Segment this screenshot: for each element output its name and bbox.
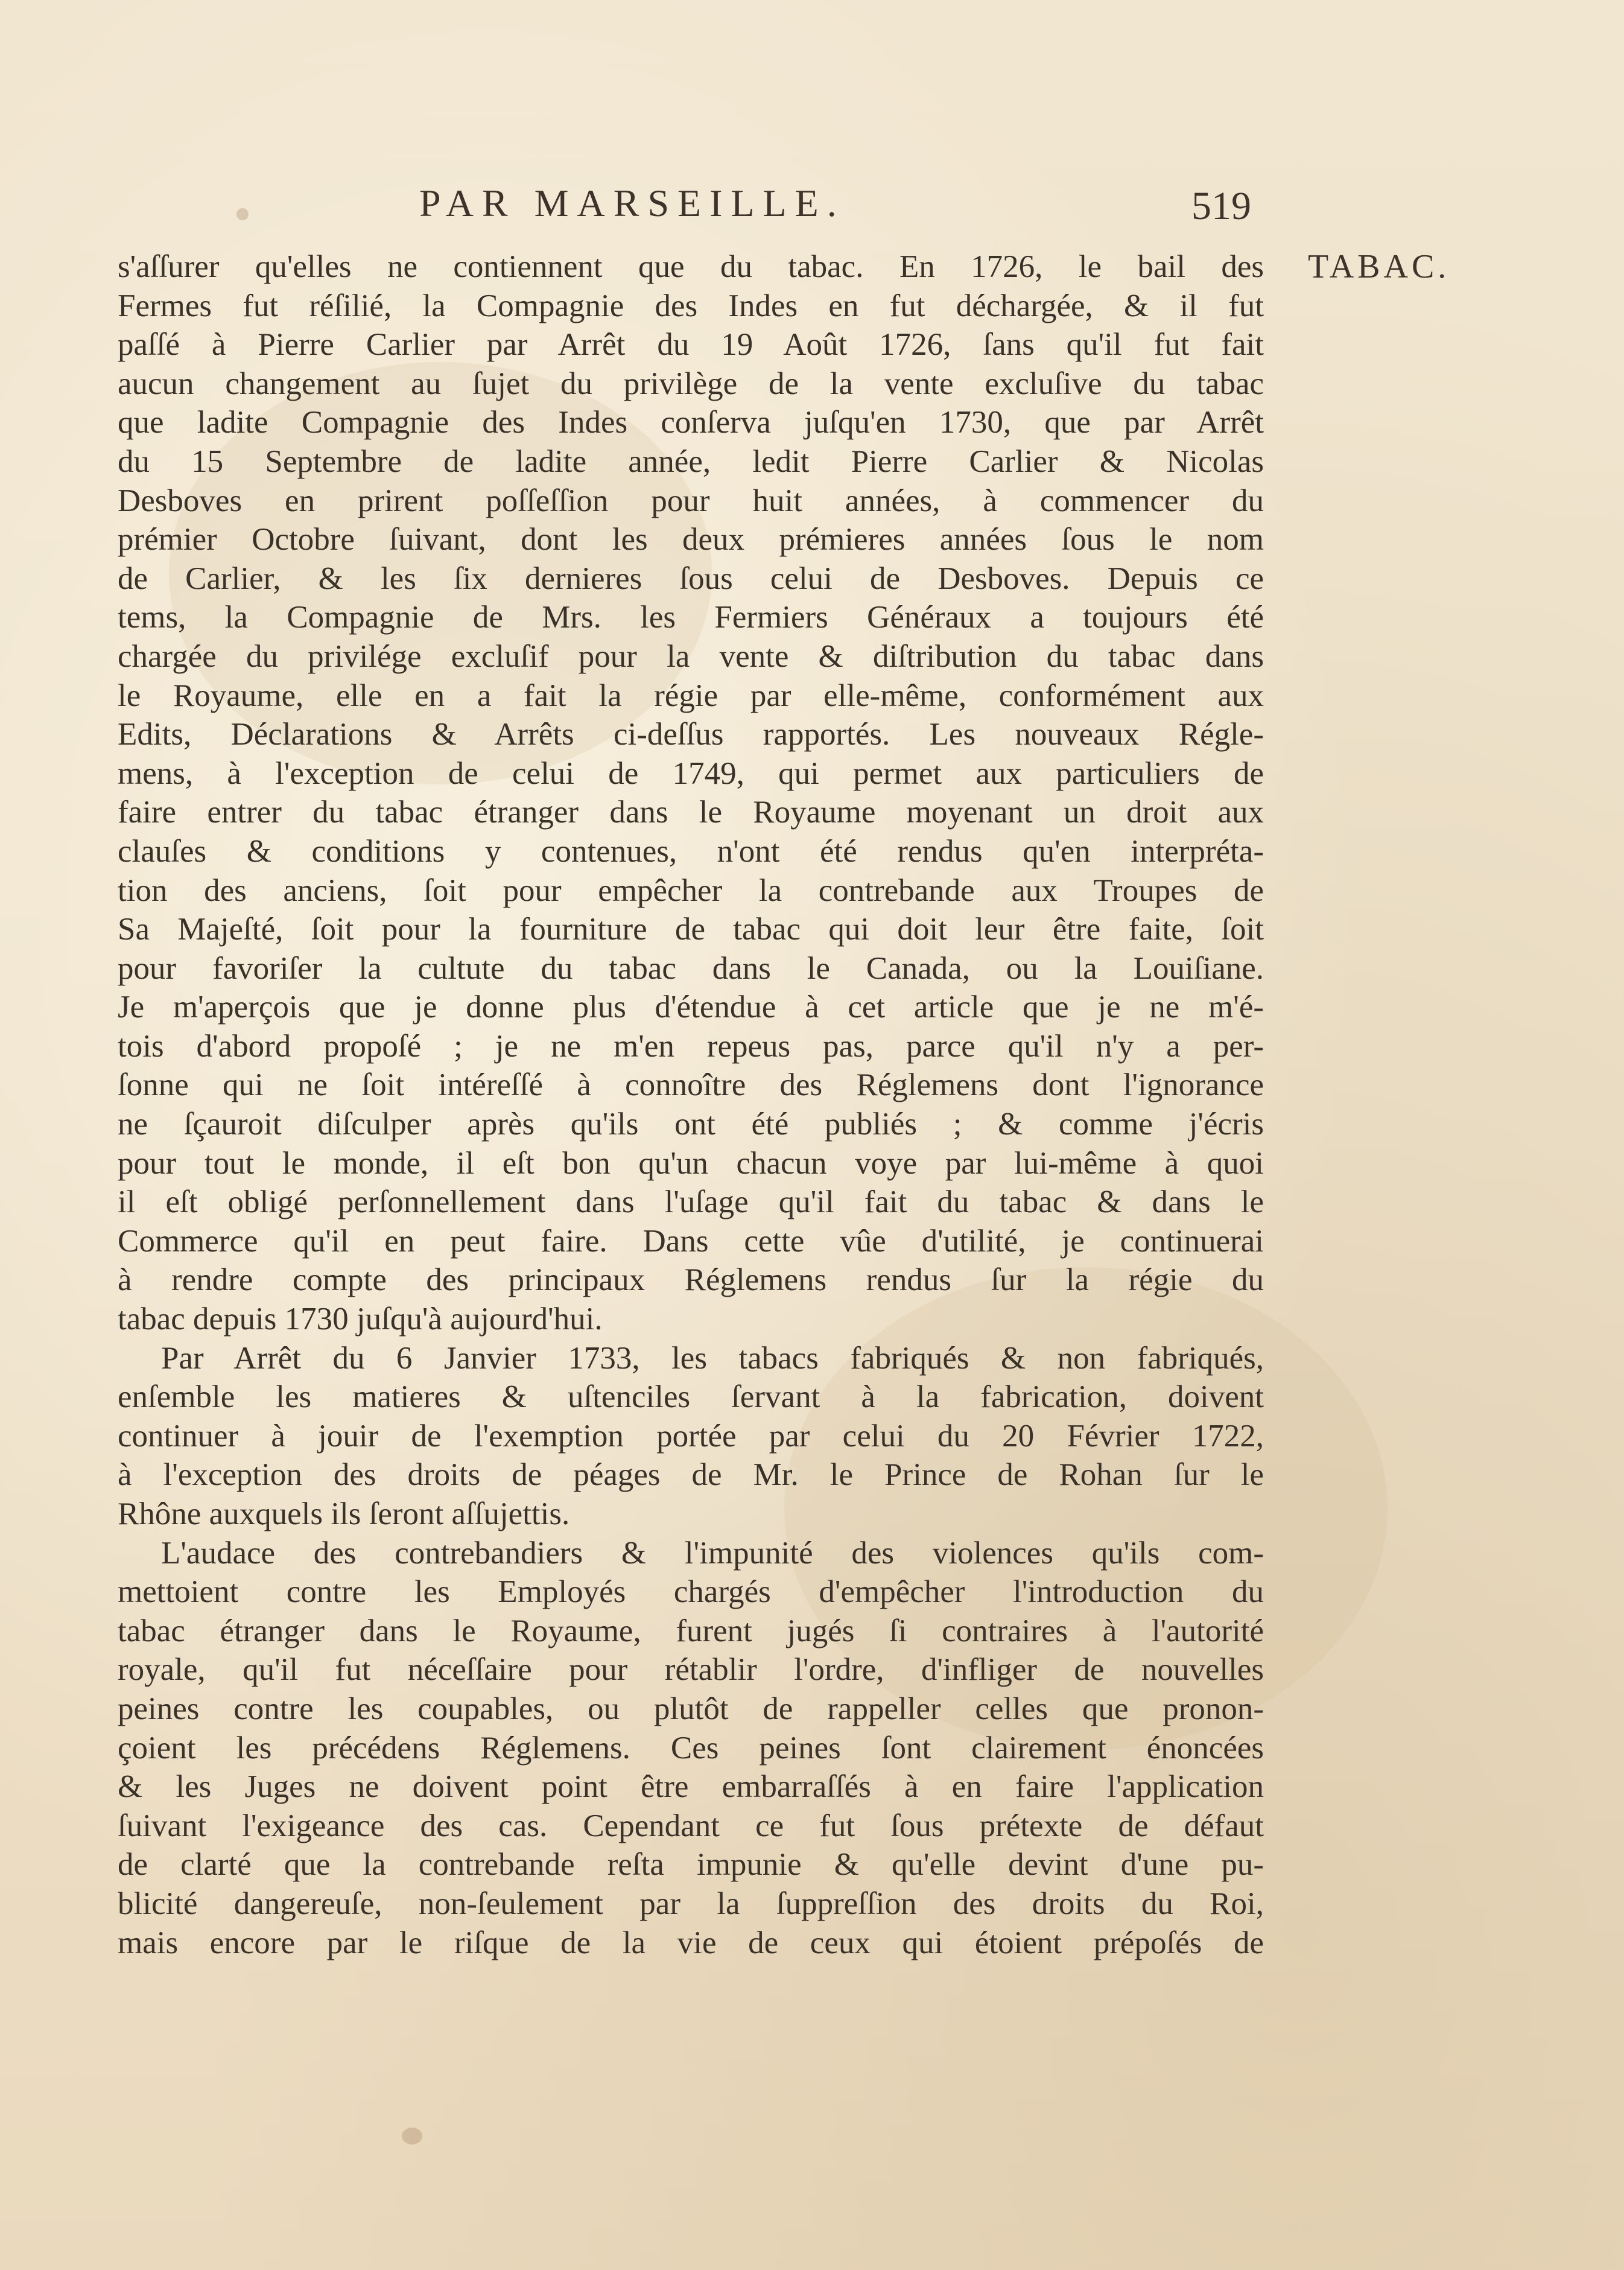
text-line: mettoient contre les Employés chargés d'empêcher l'introduction du <box>118 1574 1264 1610</box>
text-line: que ladite Compagnie des Indes conſerva juſqu'en 1730, que par Arrêt <box>118 405 1264 440</box>
text-line: faire entrer du tabac étranger dans le Royaume moyenant un droit aux <box>118 795 1264 830</box>
text-line: Rhône auxquels ils ſeront aſſujettis. <box>118 1496 570 1531</box>
text-line: mens, à l'exception de celui de 1749, qui permet aux particuliers de <box>118 755 1264 791</box>
text-line: Commerce qu'il en peut faire. Dans cette vûe d'utilité, je continuerai <box>118 1223 1264 1259</box>
running-title: PAR MARSEILLE. <box>419 182 845 224</box>
text-line: il eſt obligé perſonnellement dans l'uſage qu'il fait du tabac & dans le <box>118 1184 1264 1220</box>
text-line: ne ſçauroit diſculper après qu'ils ont été publiés ; & comme j'écris <box>118 1107 1264 1142</box>
body-text <box>118 247 1264 2058</box>
text-line: s'aſſurer qu'elles ne contiennent que du tabac. En 1726, le bail des <box>118 249 1264 284</box>
text-line: çoient les précédens Réglemens. Ces peines ſont clairement énoncées <box>118 1730 1264 1766</box>
text-line: aucun changement au ſujet du privilège de la vente excluſive du tabac <box>118 366 1264 401</box>
text-line: Fermes fut réſilié, la Compagnie des Indes en fut déchargée, & il fut <box>118 288 1264 323</box>
margin-note: TABAC. <box>1308 248 1450 285</box>
text-line: le Royaume, elle en a fait la régie par elle-même, conformément aux <box>118 678 1264 713</box>
text-line: mais encore par le riſque de la vie de ceux qui étoient prépoſés de <box>118 1925 1264 1960</box>
text-line: du 15 Septembre de ladite année, ledit Pierre Carlier & Nicolas <box>118 444 1264 479</box>
text-line: royale, qu'il fut néceſſaire pour rétablir l'ordre, d'infliger de nouvelles <box>118 1652 1264 1688</box>
text-line: paſſé à Pierre Carlier par Arrêt du 19 Août 1726, ſans qu'il fut fait <box>118 327 1264 363</box>
text-line: de Carlier, & les ſix dernieres ſous celui de Desboves. Depuis ce <box>118 561 1264 596</box>
text-line: pour favoriſer la cultute du tabac dans le Canada, ou la Louiſiane. <box>118 950 1264 986</box>
text-line: tion des anciens, ſoit pour empêcher la contrebande aux Troupes de <box>118 873 1264 908</box>
text-line: enſemble les matieres & uſtenciles ſervant à la fabrication, doivent <box>118 1379 1264 1415</box>
text-line: blicité dangereuſe, non-ſeulement par la ſuppreſſion des droits du Roi, <box>118 1886 1264 1921</box>
text-line: à l'exception des droits de péages de Mr. le Prince de Rohan ſur le <box>118 1457 1264 1493</box>
text-line: de clarté que la contrebande reſta impunie & qu'elle devint d'une pu- <box>118 1847 1264 1883</box>
text-line: à rendre compte des principaux Réglemens rendus ſur la régie du <box>118 1262 1264 1298</box>
text-line: ſonne qui ne ſoit intéreſſé à connoître des Réglemens dont l'ignorance <box>118 1067 1264 1103</box>
text-line: L'audace des contrebandiers & l'impunité des violences qu'ils com- <box>161 1535 1264 1571</box>
ink-stain <box>402 2128 422 2144</box>
text-line: tabac depuis 1730 juſqu'à aujourd'hui. <box>118 1302 603 1337</box>
text-line: tabac étranger dans le Royaume, furent jugés ſi contraires à l'autorité <box>118 1613 1264 1648</box>
text-line: ſuivant l'exigeance des cas. Cependant ce fut ſous prétexte de défaut <box>118 1808 1264 1843</box>
page-number: 519 <box>1191 184 1251 228</box>
text-line: prémier Octobre ſuivant, dont les deux prémieres années ſous le nom <box>118 522 1264 558</box>
text-line: peines contre les coupables, ou plutôt de rappeller celles que pronon- <box>118 1691 1264 1726</box>
text-line: continuer à jouir de l'exemption portée par celui du 20 Février 1722, <box>118 1418 1264 1454</box>
text-line: clauſes & conditions y contenues, n'ont été rendus qu'en interpréta- <box>118 833 1264 869</box>
text-line: tems, la Compagnie de Mrs. les Fermiers Généraux a toujours été <box>118 600 1264 635</box>
text-line: & les Juges ne doivent point être embarraſſés à en faire l'application <box>118 1769 1264 1805</box>
text-line: Desboves en prirent poſſeſſion pour huit années, à commencer du <box>118 483 1264 518</box>
page-header <box>118 181 1264 241</box>
text-line: Je m'aperçois que je donne plus d'étendue à cet article que je ne m'é- <box>118 990 1264 1025</box>
text-line: Par Arrêt du 6 Janvier 1733, les tabacs fabriqués & non fabriqués, <box>161 1340 1264 1376</box>
text-line: tois d'abord propoſé ; je ne m'en repeus pas, parce qu'il n'y a per- <box>118 1028 1264 1064</box>
text-line: Sa Majeſté, ſoit pour la fourniture de tabac qui doit leur être faite, ſoit <box>118 912 1264 947</box>
text-line: Edits, Déclarations & Arrêts ci-deſſus rapportés. Les nouveaux Régle- <box>118 717 1264 752</box>
text-line: pour tout le monde, il eſt bon qu'un chacun voye par lui-même à quoi <box>118 1145 1264 1181</box>
text-line: chargée du privilége excluſif pour la vente & diſtribution du tabac dans <box>118 638 1264 674</box>
